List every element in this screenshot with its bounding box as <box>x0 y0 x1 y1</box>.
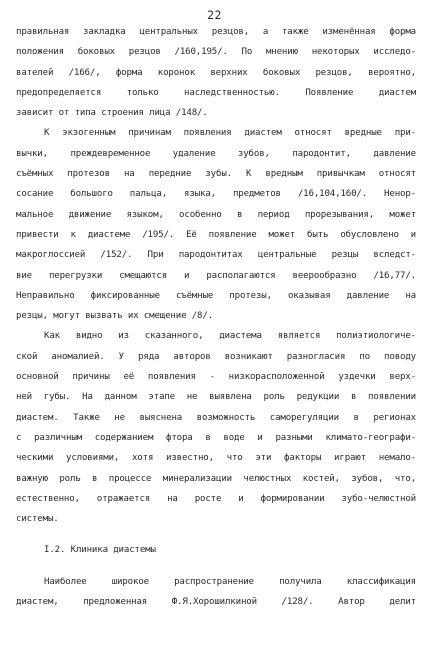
text-line: резцы, могут вызвать их смещение /8/. <box>16 311 214 322</box>
section-heading: I.2. Клиника диастемы <box>44 545 156 556</box>
text-line: ской аномалией. У ряда авторов возникают разногласия по поводу <box>16 351 416 362</box>
text-line: вычки, преждевременное удаление зубов, пародонтит, давление <box>16 148 416 159</box>
text-line: диастем, предложенная Ф.Я.Хорошилкиной /128/. Автор делит <box>16 597 416 608</box>
text-line: зависит от типа строения лица /148/. <box>16 108 208 119</box>
text-line: сосание большого пальца, языка, предметов /16,104,160/. Ненор- <box>16 189 416 200</box>
text-line: мальное движение языком, особенно в период прорезывания, может <box>16 209 416 220</box>
text-line: ней губы. На данном этапе не выявлена роль редукции в появлении <box>16 392 416 403</box>
text-line: правильная закладка центральных резцов, а также изменённая форма <box>16 27 416 37</box>
text-line: ческими условиями, хотя известно, что эти факторы играют немало- <box>16 453 416 464</box>
text-line: вие перегрузки смещаются и располагаются веерообразно /16,77/. <box>16 270 416 281</box>
text-line: вателей /166/, форма коронок верхних боковых резцов, вероятно, <box>16 67 416 78</box>
text-line: естественно, отражается на росте и формировании зубо-челюстной <box>16 493 416 504</box>
text-line: положения боковых резцов /160,195/. По мнению некоторых исследо- <box>16 47 416 58</box>
spacer <box>16 561 416 572</box>
page-number: 22 <box>207 8 222 22</box>
text-line: Наиболее широкое распространение получила классификация <box>44 576 416 587</box>
text-line: К экзогенным причинам появления диастем относят вредные при- <box>44 128 416 139</box>
text-line: основной причины её появления - низкорасположенной уздечки верх- <box>16 372 416 383</box>
text-line: Неправильно фиксированные съёмные протезы, оказывая давление на <box>16 290 416 301</box>
spacer <box>16 529 416 540</box>
paragraph <box>16 572 416 613</box>
paragraph <box>16 123 416 326</box>
text-line: системы. <box>16 514 59 525</box>
text-line: важную роль в процессе минерализации челюстных костей, зубов, что, <box>16 473 416 484</box>
text-line: предопределяется только наследственностью. Появление диастем <box>16 87 416 98</box>
text-line: Как видно из сказанного, диастема является полиэтиологиче- <box>44 331 416 342</box>
text-line: с различным содержанием фтора в воде и разными климато-географи- <box>16 432 416 443</box>
text-line: макроглоссией /152/. При пародонтитах центральные резцы вследст- <box>16 250 416 261</box>
text-line: привести к диастеме /195/. Её появление может быть обусловлено и <box>16 229 416 240</box>
body-text <box>16 22 416 612</box>
text-line: съёмных протезов на передние зубы. К вредным привычкам относят <box>16 169 416 180</box>
paragraph <box>16 326 416 529</box>
text-line: диастем. Также не выяснена возможность саморегуляции в регионах <box>16 412 416 423</box>
paragraph <box>16 22 416 123</box>
